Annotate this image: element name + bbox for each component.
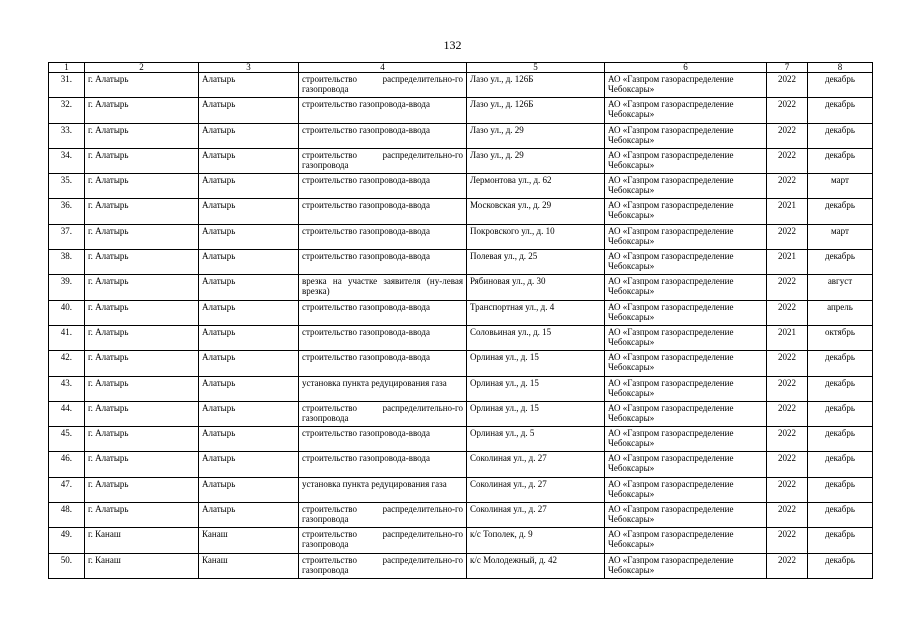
address-cell: Транспортная ул., д. 4 [467, 300, 605, 325]
settlement-cell: г. Алатырь [85, 376, 199, 401]
address-cell: Рябиновая ул., д. 30 [467, 275, 605, 300]
page-number: 132 [443, 38, 462, 52]
activity-cell: установка пункта редуцирования газа [299, 376, 467, 401]
year-cell: 2022 [767, 503, 808, 528]
table-row [49, 98, 873, 123]
month-cell: март [808, 174, 873, 199]
activity-cell: строительство газопровода-ввода [299, 174, 467, 199]
address-cell: Орлиная ул., д. 15 [467, 376, 605, 401]
column-number-header: 1 [49, 63, 85, 73]
month-cell: декабрь [808, 123, 873, 148]
locality-cell: Алатырь [199, 275, 299, 300]
table-row [49, 325, 873, 350]
locality-cell: Алатырь [199, 401, 299, 426]
address-cell: Орлиная ул., д. 15 [467, 401, 605, 426]
row-number-cell: 49. [49, 528, 85, 553]
organization-cell: АО «Газпром газораспределение Чебоксары» [605, 553, 767, 578]
address-cell: Соколиная ул., д. 27 [467, 503, 605, 528]
activity-cell: строительство газопровода-ввода [299, 199, 467, 224]
table-row [49, 427, 873, 452]
year-cell: 2021 [767, 325, 808, 350]
activity-cell: строительство газопровода-ввода [299, 224, 467, 249]
locality-cell: Алатырь [199, 503, 299, 528]
year-cell: 2022 [767, 98, 808, 123]
locality-cell: Алатырь [199, 148, 299, 173]
month-cell: апрель [808, 300, 873, 325]
organization-cell: АО «Газпром газораспределение Чебоксары» [605, 351, 767, 376]
settlement-cell: г. Канаш [85, 528, 199, 553]
row-number-cell: 33. [49, 123, 85, 148]
month-cell: декабрь [808, 427, 873, 452]
locality-cell: Алатырь [199, 427, 299, 452]
row-number-cell: 45. [49, 427, 85, 452]
organization-cell: АО «Газпром газораспределение Чебоксары» [605, 275, 767, 300]
table-row [49, 250, 873, 275]
locality-cell: Алатырь [199, 300, 299, 325]
row-number-cell: 47. [49, 477, 85, 502]
column-number-header: 8 [808, 63, 873, 73]
row-number-cell: 34. [49, 148, 85, 173]
column-number-header: 4 [299, 63, 467, 73]
activity-cell: строительство газопровода-ввода [299, 300, 467, 325]
settlement-cell: г. Алатырь [85, 427, 199, 452]
address-cell: Орлиная ул., д. 5 [467, 427, 605, 452]
table-row [49, 275, 873, 300]
table-row [49, 224, 873, 249]
address-cell: к/с Тополек, д. 9 [467, 528, 605, 553]
row-number-cell: 43. [49, 376, 85, 401]
table-row [49, 148, 873, 173]
row-number-cell: 50. [49, 553, 85, 578]
year-cell: 2022 [767, 351, 808, 376]
table-row [49, 199, 873, 224]
row-number-cell: 37. [49, 224, 85, 249]
month-cell: август [808, 275, 873, 300]
month-cell: декабрь [808, 452, 873, 477]
settlement-cell: г. Алатырь [85, 401, 199, 426]
organization-cell: АО «Газпром газораспределение Чебоксары» [605, 250, 767, 275]
locality-cell: Алатырь [199, 224, 299, 249]
address-cell: Лазо ул., д. 29 [467, 148, 605, 173]
year-cell: 2022 [767, 427, 808, 452]
year-cell: 2022 [767, 401, 808, 426]
organization-cell: АО «Газпром газораспределение Чебоксары» [605, 427, 767, 452]
row-number-cell: 38. [49, 250, 85, 275]
year-cell: 2022 [767, 553, 808, 578]
activity-cell: строительство распределительно-го газопровода [299, 401, 467, 426]
address-cell: Московская ул., д. 29 [467, 199, 605, 224]
year-cell: 2022 [767, 174, 808, 199]
locality-cell: Алатырь [199, 73, 299, 98]
year-cell: 2022 [767, 300, 808, 325]
locality-cell: Алатырь [199, 351, 299, 376]
locality-cell: Алатырь [199, 174, 299, 199]
table-row [49, 351, 873, 376]
settlement-cell: г. Алатырь [85, 452, 199, 477]
locality-cell: Алатырь [199, 98, 299, 123]
column-number-header: 2 [85, 63, 199, 73]
activity-cell: строительство газопровода-ввода [299, 250, 467, 275]
row-number-cell: 35. [49, 174, 85, 199]
organization-cell: АО «Газпром газораспределение Чебоксары» [605, 376, 767, 401]
address-cell: Покровского ул., д. 10 [467, 224, 605, 249]
activity-cell: строительство распределительно-го газопровода [299, 528, 467, 553]
organization-cell: АО «Газпром газораспределение Чебоксары» [605, 199, 767, 224]
row-number-cell: 36. [49, 199, 85, 224]
address-cell: Соколиная ул., д. 27 [467, 452, 605, 477]
column-number-header: 6 [605, 63, 767, 73]
address-cell: Лазо ул., д. 126Б [467, 73, 605, 98]
year-cell: 2022 [767, 528, 808, 553]
row-number-cell: 40. [49, 300, 85, 325]
month-cell: декабрь [808, 351, 873, 376]
settlement-cell: г. Алатырь [85, 477, 199, 502]
activity-cell: строительство газопровода-ввода [299, 325, 467, 350]
locality-cell: Канаш [199, 528, 299, 553]
address-cell: Лермонтова ул., д. 62 [467, 174, 605, 199]
year-cell: 2022 [767, 73, 808, 98]
table-row [49, 401, 873, 426]
row-number-cell: 31. [49, 73, 85, 98]
activity-cell: строительство распределительно-го газопровода [299, 148, 467, 173]
row-number-cell: 46. [49, 452, 85, 477]
settlement-cell: г. Алатырь [85, 174, 199, 199]
address-cell: к/с Молодежный, д. 42 [467, 553, 605, 578]
settlement-cell: г. Алатырь [85, 73, 199, 98]
settlement-cell: г. Алатырь [85, 351, 199, 376]
year-cell: 2021 [767, 199, 808, 224]
month-cell: декабрь [808, 250, 873, 275]
activity-cell: строительство распределительно-го газопровода [299, 553, 467, 578]
organization-cell: АО «Газпром газораспределение Чебоксары» [605, 224, 767, 249]
settlement-cell: г. Алатырь [85, 250, 199, 275]
table-row [49, 174, 873, 199]
month-cell: декабрь [808, 73, 873, 98]
settlement-cell: г. Алатырь [85, 224, 199, 249]
settlement-cell: г. Алатырь [85, 199, 199, 224]
column-number-header: 5 [467, 63, 605, 73]
year-cell: 2022 [767, 477, 808, 502]
month-cell: октябрь [808, 325, 873, 350]
activity-cell: строительство газопровода-ввода [299, 123, 467, 148]
settlement-cell: г. Алатырь [85, 148, 199, 173]
activity-cell: установка пункта редуцирования газа [299, 477, 467, 502]
organization-cell: АО «Газпром газораспределение Чебоксары» [605, 325, 767, 350]
settlement-cell: г. Алатырь [85, 275, 199, 300]
locality-cell: Алатырь [199, 452, 299, 477]
row-number-cell: 48. [49, 503, 85, 528]
organization-cell: АО «Газпром газораспределение Чебоксары» [605, 174, 767, 199]
activity-cell: строительство газопровода-ввода [299, 351, 467, 376]
organization-cell: АО «Газпром газораспределение Чебоксары» [605, 452, 767, 477]
month-cell: март [808, 224, 873, 249]
year-cell: 2021 [767, 250, 808, 275]
year-cell: 2022 [767, 275, 808, 300]
works-table [48, 62, 873, 579]
column-number-row [49, 63, 873, 73]
organization-cell: АО «Газпром газораспределение Чебоксары» [605, 401, 767, 426]
year-cell: 2022 [767, 376, 808, 401]
month-cell: декабрь [808, 98, 873, 123]
settlement-cell: г. Алатырь [85, 123, 199, 148]
locality-cell: Канаш [199, 553, 299, 578]
month-cell: декабрь [808, 528, 873, 553]
table-row [49, 503, 873, 528]
year-cell: 2022 [767, 148, 808, 173]
table-row [49, 553, 873, 578]
settlement-cell: г. Канаш [85, 553, 199, 578]
organization-cell: АО «Газпром газораспределение Чебоксары» [605, 477, 767, 502]
address-cell: Лазо ул., д. 29 [467, 123, 605, 148]
activity-cell: строительство газопровода-ввода [299, 427, 467, 452]
row-number-cell: 44. [49, 401, 85, 426]
row-number-cell: 32. [49, 98, 85, 123]
locality-cell: Алатырь [199, 199, 299, 224]
month-cell: декабрь [808, 199, 873, 224]
locality-cell: Алатырь [199, 325, 299, 350]
settlement-cell: г. Алатырь [85, 98, 199, 123]
organization-cell: АО «Газпром газораспределение Чебоксары» [605, 300, 767, 325]
month-cell: декабрь [808, 401, 873, 426]
address-cell: Орлиная ул., д. 15 [467, 351, 605, 376]
table-row [49, 528, 873, 553]
month-cell: декабрь [808, 553, 873, 578]
organization-cell: АО «Газпром газораспределение Чебоксары» [605, 503, 767, 528]
activity-cell: строительство распределительно-го газопровода [299, 73, 467, 98]
activity-cell: строительство газопровода-ввода [299, 98, 467, 123]
address-cell: Лазо ул., д. 126Б [467, 98, 605, 123]
row-number-cell: 42. [49, 351, 85, 376]
organization-cell: АО «Газпром газораспределение Чебоксары» [605, 148, 767, 173]
year-cell: 2022 [767, 123, 808, 148]
address-cell: Соловьиная ул., д. 15 [467, 325, 605, 350]
column-number-header: 3 [199, 63, 299, 73]
settlement-cell: г. Алатырь [85, 325, 199, 350]
table-row [49, 376, 873, 401]
month-cell: декабрь [808, 503, 873, 528]
organization-cell: АО «Газпром газораспределение Чебоксары» [605, 528, 767, 553]
organization-cell: АО «Газпром газораспределение Чебоксары» [605, 98, 767, 123]
activity-cell: врезка на участке заявителя (ну-левая врезка) [299, 275, 467, 300]
settlement-cell: г. Алатырь [85, 300, 199, 325]
locality-cell: Алатырь [199, 123, 299, 148]
locality-cell: Алатырь [199, 376, 299, 401]
table-row [49, 452, 873, 477]
organization-cell: АО «Газпром газораспределение Чебоксары» [605, 123, 767, 148]
address-cell: Полевая ул., д. 25 [467, 250, 605, 275]
table-row [49, 73, 873, 98]
year-cell: 2022 [767, 224, 808, 249]
activity-cell: строительство газопровода-ввода [299, 452, 467, 477]
table-row [49, 123, 873, 148]
locality-cell: Алатырь [199, 477, 299, 502]
address-cell: Соколиная ул., д. 27 [467, 477, 605, 502]
month-cell: декабрь [808, 477, 873, 502]
table-row [49, 477, 873, 502]
column-number-header: 7 [767, 63, 808, 73]
organization-cell: АО «Газпром газораспределение Чебоксары» [605, 73, 767, 98]
locality-cell: Алатырь [199, 250, 299, 275]
row-number-cell: 41. [49, 325, 85, 350]
month-cell: декабрь [808, 376, 873, 401]
table-row [49, 300, 873, 325]
row-number-cell: 39. [49, 275, 85, 300]
settlement-cell: г. Алатырь [85, 503, 199, 528]
activity-cell: строительство распределительно-го газопровода [299, 503, 467, 528]
year-cell: 2022 [767, 452, 808, 477]
month-cell: декабрь [808, 148, 873, 173]
